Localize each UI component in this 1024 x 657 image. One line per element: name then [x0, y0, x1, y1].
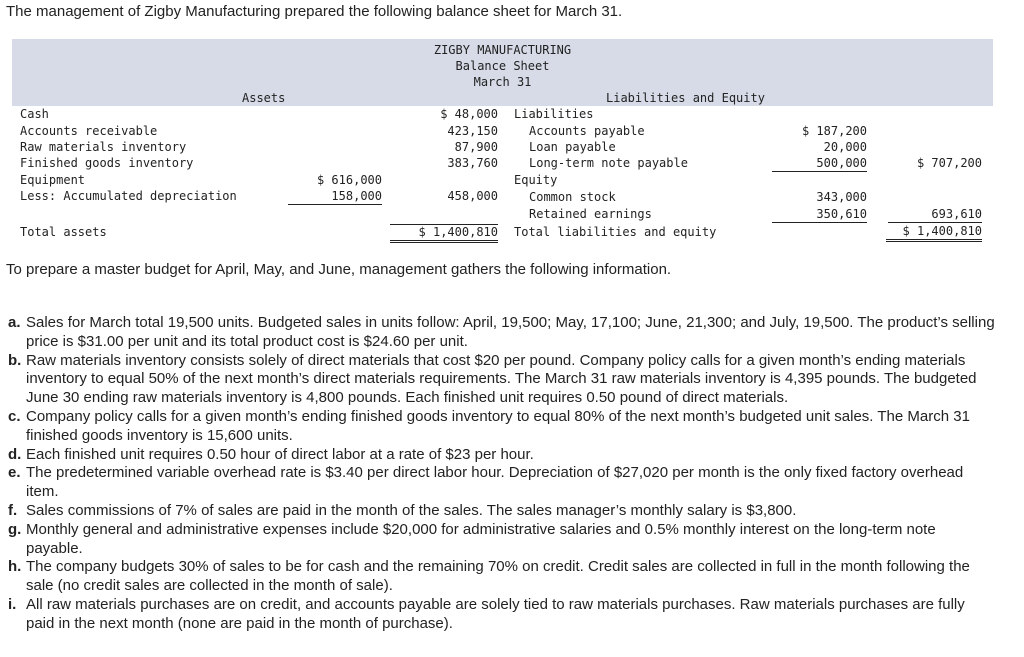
balance-sheet-header	[12, 39, 993, 106]
item-text: Raw materials inventory consists solely of direct materials that cost $20 per pound. Company policy calls for a given month’s ending materials inventory to equal 50% of the next month’s direct materials requirements. The March 31 raw materials inventory is 4,395 pounds. The budgeted June 30 ending raw materials inventory is 4,800 pounds. Each finished unit requires 0.50 pound of direct materials.	[26, 351, 977, 407]
common-stock-value: 343,000	[816, 190, 867, 204]
accounts-receivable-label: Accounts receivable	[20, 124, 158, 138]
item-text: Sales for March total 19,500 units. Budgeted sales in units follow: April, 19,500; May, 17,100; June, 21,300; and July, 19,500. The product’s selling price is $31.00 per unit and its total product cost is $24.60 per unit.	[26, 314, 995, 350]
cash-value: $ 48,000	[440, 107, 498, 121]
item-letter: g.	[8, 520, 22, 538]
item-letter: a.	[8, 314, 21, 331]
finished-goods-label: Finished goods inventory	[20, 156, 194, 170]
liabilities-equity-header: Liabilities and Equity	[606, 91, 765, 105]
list-item	[6, 446, 996, 465]
item-text: Company policy calls for a given month’s ending finished goods inventory to equal 80% of the next month’s budgeted unit sales. The March 31 finished goods inventory is 15,600 units.	[26, 407, 970, 444]
problem-intro: The management of Zigby Manufacturing prepared the following balance sheet for March 31.	[6, 3, 623, 20]
total-liabilities-value: $ 707,200	[916, 156, 982, 170]
list-item	[6, 352, 996, 408]
list-item	[6, 314, 996, 352]
total-assets-value: $ 1,400,810	[390, 224, 498, 243]
item-letter: h.	[8, 558, 22, 576]
item-letter: i.	[8, 595, 17, 613]
item-letter: e.	[8, 464, 21, 482]
common-stock-label: Common stock	[529, 190, 616, 204]
assets-header: Assets	[242, 91, 286, 105]
item-letter: d.	[8, 445, 22, 463]
note-payable-value: 500,000	[772, 156, 867, 172]
equipment-label: Equipment	[20, 173, 86, 187]
liabilities-label: Liabilities	[514, 107, 594, 121]
item-text: Monthly general and administrative expenses include $20,000 for administrative salaries and 0.5% monthly interest on the long-term note payable.	[26, 520, 936, 557]
loan-payable-value: 20,000	[823, 140, 867, 154]
list-item	[6, 464, 996, 502]
raw-materials-value: 87,900	[454, 140, 498, 154]
total-liabilities-equity-value: $ 1,400,810	[886, 224, 982, 242]
item-text: All raw materials purchases are on credit, and accounts payable are solely tied to raw materials purchases. Raw materials purchases are fully paid in the next month (none are paid in the month of purchase).	[26, 595, 965, 632]
accounts-payable-value: $ 187,200	[801, 124, 867, 138]
loan-payable-label: Loan payable	[529, 140, 616, 154]
statement-title: Balance Sheet	[455, 59, 550, 73]
cash-label: Cash	[20, 107, 49, 121]
net-equipment-value: 458,000	[447, 189, 498, 203]
raw-materials-label: Raw materials inventory	[20, 140, 187, 154]
finished-goods-value: 383,760	[447, 156, 498, 170]
accounts-payable-label: Accounts payable	[529, 124, 645, 138]
depreciation-label: Less: Accumulated depreciation	[20, 189, 237, 203]
item-text: The predetermined variable overhead rate is $3.40 per direct labor hour. Depreciation of $27,020 per month is the only fixed factory overhead item.	[26, 464, 964, 501]
total-liabilities-equity-label: Total liabilities and equity	[514, 225, 717, 239]
item-text: The company budgets 30% of sales to be for cash and the remaining 70% on credit. Credit sales are collected in full in the month following the sale (no credit sales are collected in the month of sale).	[26, 558, 970, 595]
budget-info-list	[6, 314, 996, 634]
budget-intro: To prepare a master budget for April, May, and June, management gathers the following information.	[6, 261, 672, 278]
list-item	[6, 558, 996, 596]
total-equity-value: 693,610	[888, 207, 982, 223]
depreciation-value: 158,000	[288, 189, 382, 205]
list-item	[6, 408, 996, 446]
retained-earnings-label: Retained earnings	[529, 207, 652, 221]
item-text: Each finished unit requires 0.50 hour of direct labor at a rate of $23 per hour.	[26, 445, 534, 463]
total-assets-label: Total assets	[20, 225, 107, 239]
statement-date: March 31	[473, 75, 532, 89]
equipment-value: $ 616,000	[316, 173, 382, 187]
item-letter: f.	[8, 501, 18, 519]
item-letter: b.	[8, 351, 22, 369]
company-name: ZIGBY MANUFACTURING	[433, 43, 572, 57]
retained-earnings-value: 350,610	[772, 207, 867, 223]
list-item	[6, 502, 996, 521]
equity-label: Equity	[514, 173, 558, 187]
item-text: Sales commissions of 7% of sales are paid in the month of the sales. The sales manager’s monthly salary is $3,800.	[26, 501, 797, 519]
note-payable-label: Long-term note payable	[529, 156, 688, 170]
accounts-receivable-value: 423,150	[447, 124, 498, 138]
list-item	[6, 596, 996, 634]
balance-sheet	[12, 39, 993, 245]
list-item	[6, 521, 996, 559]
item-letter: c.	[8, 407, 21, 425]
